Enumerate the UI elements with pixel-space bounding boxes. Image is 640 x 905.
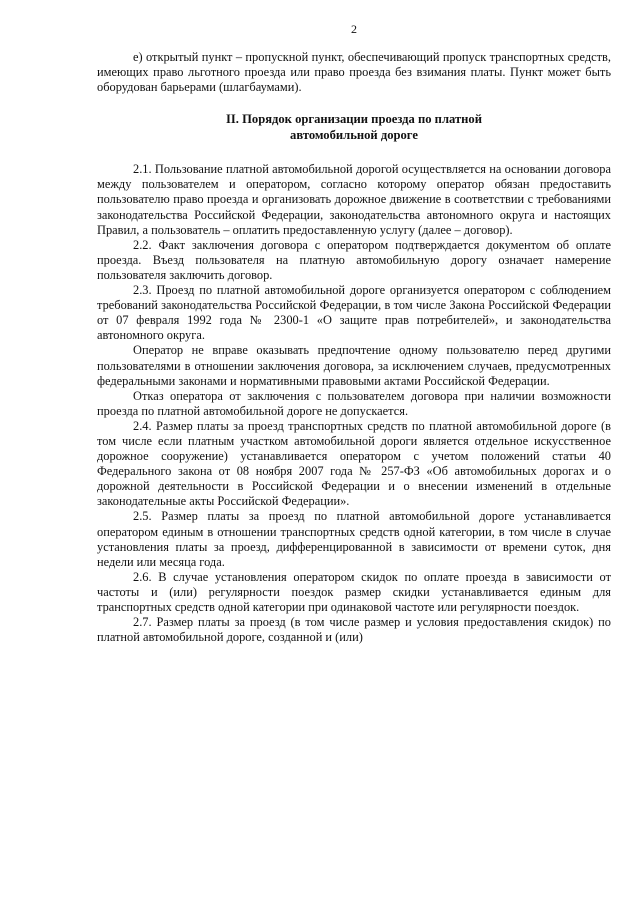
intro-paragraph: е) открытый пункт – пропускной пункт, обеспечивающий пропуск транспортных средств, имеющих право льготного проезда или право проезда без взимания платы. Пункт может быть оборудован барьерами (шлагбаумами). (97, 50, 611, 95)
paragraph-2-2: 2.2. Факт заключения договора с оператором подтверждается документом об оплате проезда. Въезд пользователя на платную автомобильную дорогу означает намерение пользователя заключить договор. (97, 237, 611, 282)
section-heading (97, 112, 611, 143)
paragraph-2-3: 2.3. Проезд по платной автомобильной дороге организуется оператором с соблюдением требований законодательства Российской Федерации, в том числе Закона Российской Федерации от 07 февраля 1992 года № 2300-1 «О защите прав потребителей», и законодательства автономного округа. (97, 283, 611, 343)
section-heading-line-1: II. Порядок организации проезда по платной (226, 112, 482, 127)
paragraph-2-1: 2.1. Пользование платной автомобильной дорогой осуществляется на основании договора между пользователем и оператором, согласно которому оператор обязан предоставить пользователю право проезда и организовать дорожное движение в соответствии с требованиями законодательства Российской Федерации, законодательства автономного округа и настоящих Правил, а пользователь – оплатить предоставленную услугу (далее – договор). (97, 162, 611, 237)
paragraph-operator-refusal: Отказ оператора от заключения с пользователем договора при наличии возможности проезда по платной автомобильной дороге не допускается. (97, 388, 611, 418)
document-page (97, 22, 611, 645)
paragraph-operator-preference: Оператор не вправе оказывать предпочтение одному пользователю перед другими пользователями в отношении заключения договора, за исключением случаев, предусмотренных федеральными законами и нормативными правовыми актами Российской Федерации. (97, 343, 611, 388)
paragraph-2-7: 2.7. Размер платы за проезд (в том числе размер и условия предоставления скидок) по платной автомобильной дороге, созданной и (или) (97, 615, 611, 645)
paragraph-2-6: 2.6. В случае установления оператором скидок по оплате проезда в зависимости от частоты и (или) регулярности поездок размер скидки устанавливается единым для транспортных средств одной категории при одинаковой частоте или регулярности поездок. (97, 569, 611, 614)
paragraph-2-4: 2.4. Размер платы за проезд транспортных средств по платной автомобильной дороге (в том числе если платным участком автомобильной дороги является отдельное искусственное дорожное сооружение) устанавливается оператором с учетом положений статьи 40 Федерального закона от 08 ноября 2007 года № 257-ФЗ «Об автомобильных дорогах и о дорожной деятельности в Российской Федерации и о внесении изменений в отдельные законодательные акты Российской Федерации». (97, 418, 611, 509)
paragraph-2-5: 2.5. Размер платы за проезд по платной автомобильной дороге устанавливается оператором единым в отношении транспортных средств одной категории, в том числе в случае установления платы за проезд, дифференцированной в зависимости от времени суток, дня недели или месяца года. (97, 509, 611, 569)
page-number: 2 (351, 22, 357, 36)
section-heading-line-2: автомобильной дороге (290, 127, 418, 142)
